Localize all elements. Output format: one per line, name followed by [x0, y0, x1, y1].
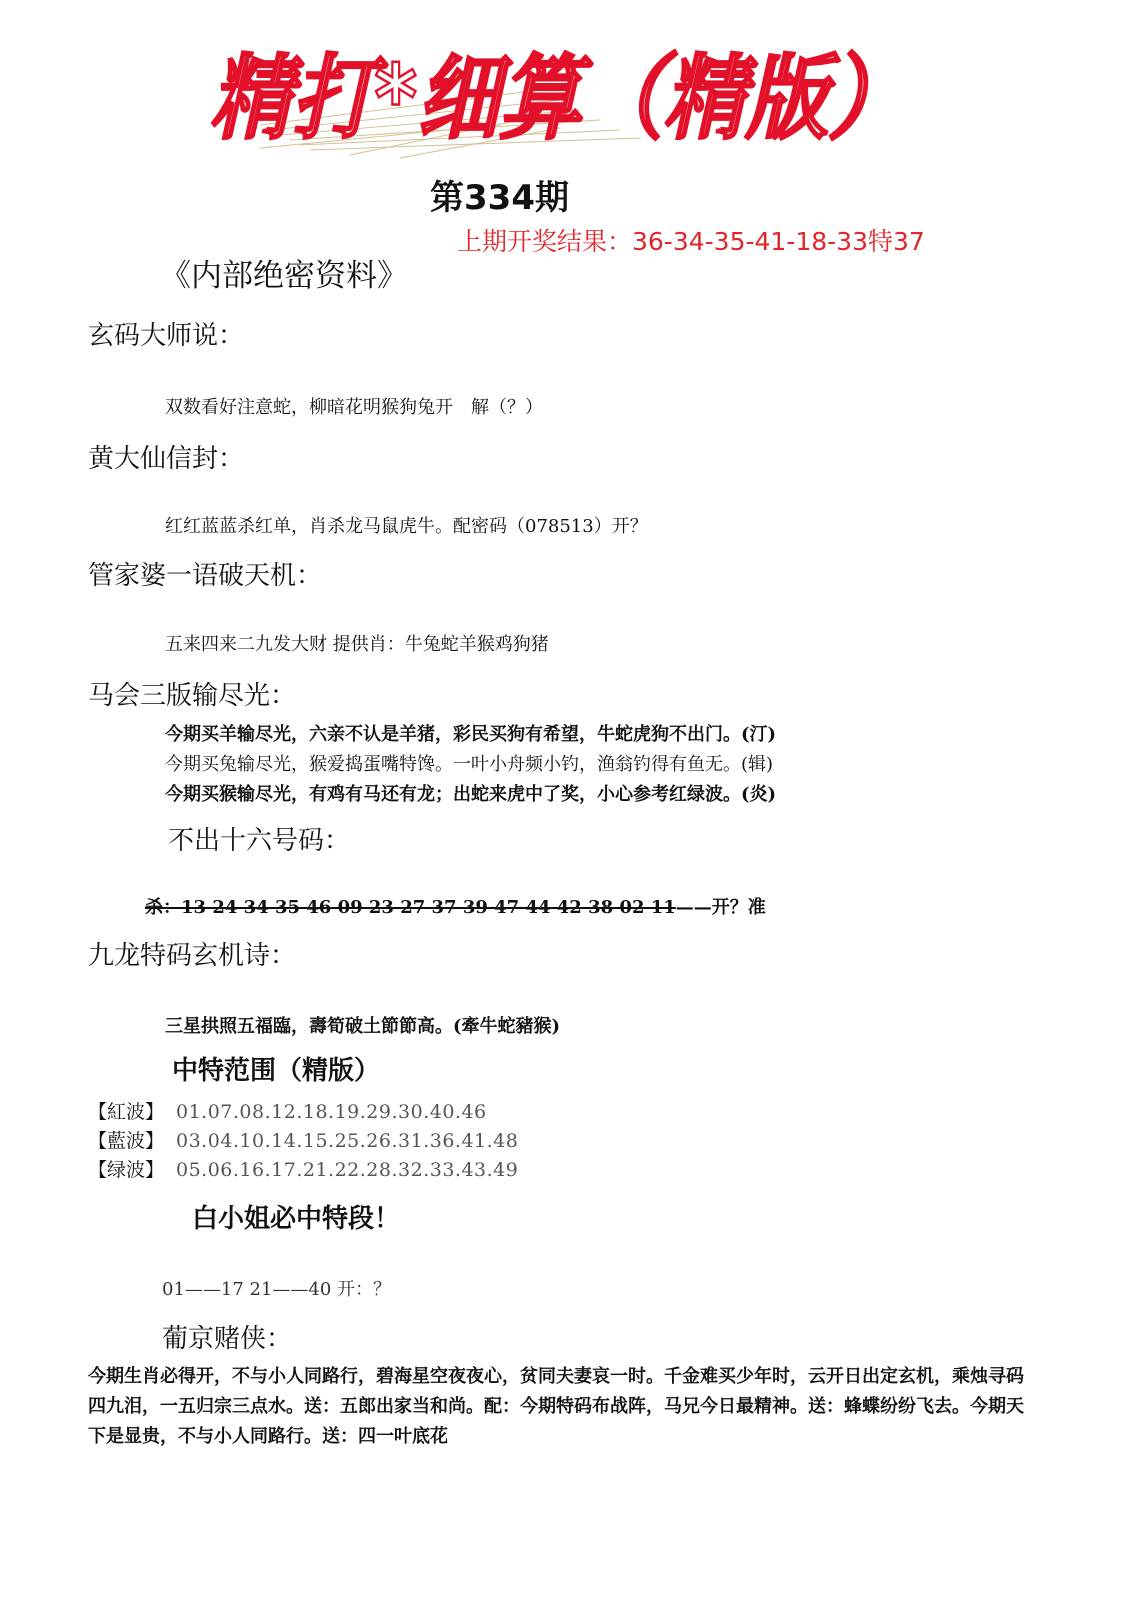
section-heading-pujing: 葡京赌侠：: [162, 1324, 293, 1354]
section-heading-huangdaxian: 黄大仙信封：: [88, 444, 245, 474]
wave-label: 【藍波】: [88, 1130, 165, 1152]
section-text-jiulong: 三星拱照五福臨，壽筍破土節節高。(牽牛蛇豬猴): [165, 1016, 561, 1037]
section-heading-mahui: 马会三版输尽光：: [88, 681, 297, 711]
section-heading-baixiaojie: 白小姐必中特段！: [192, 1204, 401, 1234]
last-draw-result: 上期开奖结果：36-34-35-41-18-33特37: [457, 227, 925, 256]
section-line-mahui: 今期买兔输尽光，猴爱捣蛋嘴特馋。一叶小舟频小钓，渔翁钓得有鱼无。(辑): [165, 754, 774, 775]
kill-prefix: 杀：: [145, 897, 181, 918]
wave-numbers: 03.04.10.14.15.25.26.31.36.41.48: [176, 1130, 519, 1152]
section-heading-jiulong: 九龙特码玄机诗：: [88, 941, 297, 971]
section-text-guanjiapo: 五来四来二九发大财 提供肖：牛兔蛇羊猴鸡狗猪: [165, 634, 549, 655]
section-paragraph-pujing: 今期生肖必得开，不与小人同路行，碧海星空夜夜心，贫同夫妻哀一时。千金难买少年时，云开日出定玄机，乘烛寻码四九泪，一五归宗三点水。送：五郎出家当和尚。配：今期特码布战阵，马兄今日最精神。送：蜂蝶纷纷飞去。今期天下是显贵，不与小人同路行。送：四一叶底花: [88, 1366, 1024, 1447]
section-text-baixiaojie: 01——17 21——40 开：？: [162, 1279, 392, 1300]
issue-number: 第334期: [430, 178, 569, 218]
section-text-huangdaxian: 红红蓝蓝杀红单，肖杀龙马鼠虎牛。配密码（078513）开？: [165, 516, 648, 537]
wave-numbers: 05.06.16.17.21.22.28.32.33.43.49: [176, 1159, 519, 1181]
section-heading-buchu: 不出十六号码：: [168, 826, 351, 856]
section-heading-guanjiapo: 管家婆一语破天机：: [88, 561, 323, 591]
wave-row-green: [88, 1155, 518, 1182]
section-heading-xuanma: 玄码大师说：: [88, 321, 245, 351]
section-line-mahui: 今期买羊输尽光，六亲不认是羊猪，彩民买狗有希望，牛蛇虎狗不出门。(汀): [165, 724, 777, 745]
section-text-xuanma: 双数看好注意蛇，柳暗花明猴狗兔开 解（？）: [165, 397, 543, 418]
wave-row-red: [88, 1097, 487, 1124]
kill-suffix: ——开？准: [675, 897, 766, 918]
kill-numbers: 13 24 34 35 46 09 23 27 37 39 47 44 42 38 02 11: [181, 897, 676, 918]
wave-numbers: 01.07.08.12.18.19.29.30.40.46: [176, 1101, 487, 1123]
wave-label: 【绿波】: [88, 1159, 165, 1181]
subtitle: 《内部绝密资料》: [160, 258, 408, 294]
banner-title-text: 精打*细算（精版）: [210, 45, 910, 152]
wave-row-blue: [88, 1126, 518, 1153]
section-heading-range: 中特范围（精版）: [172, 1056, 381, 1086]
wave-label: 【紅波】: [88, 1101, 165, 1123]
kill-numbers-line: [145, 893, 766, 919]
section-line-mahui: 今期买猴输尽光，有鸡有马还有龙；出蛇来虎中了奖，小心参考红绿波。(炎): [165, 784, 777, 805]
banner-title: [200, 30, 920, 170]
